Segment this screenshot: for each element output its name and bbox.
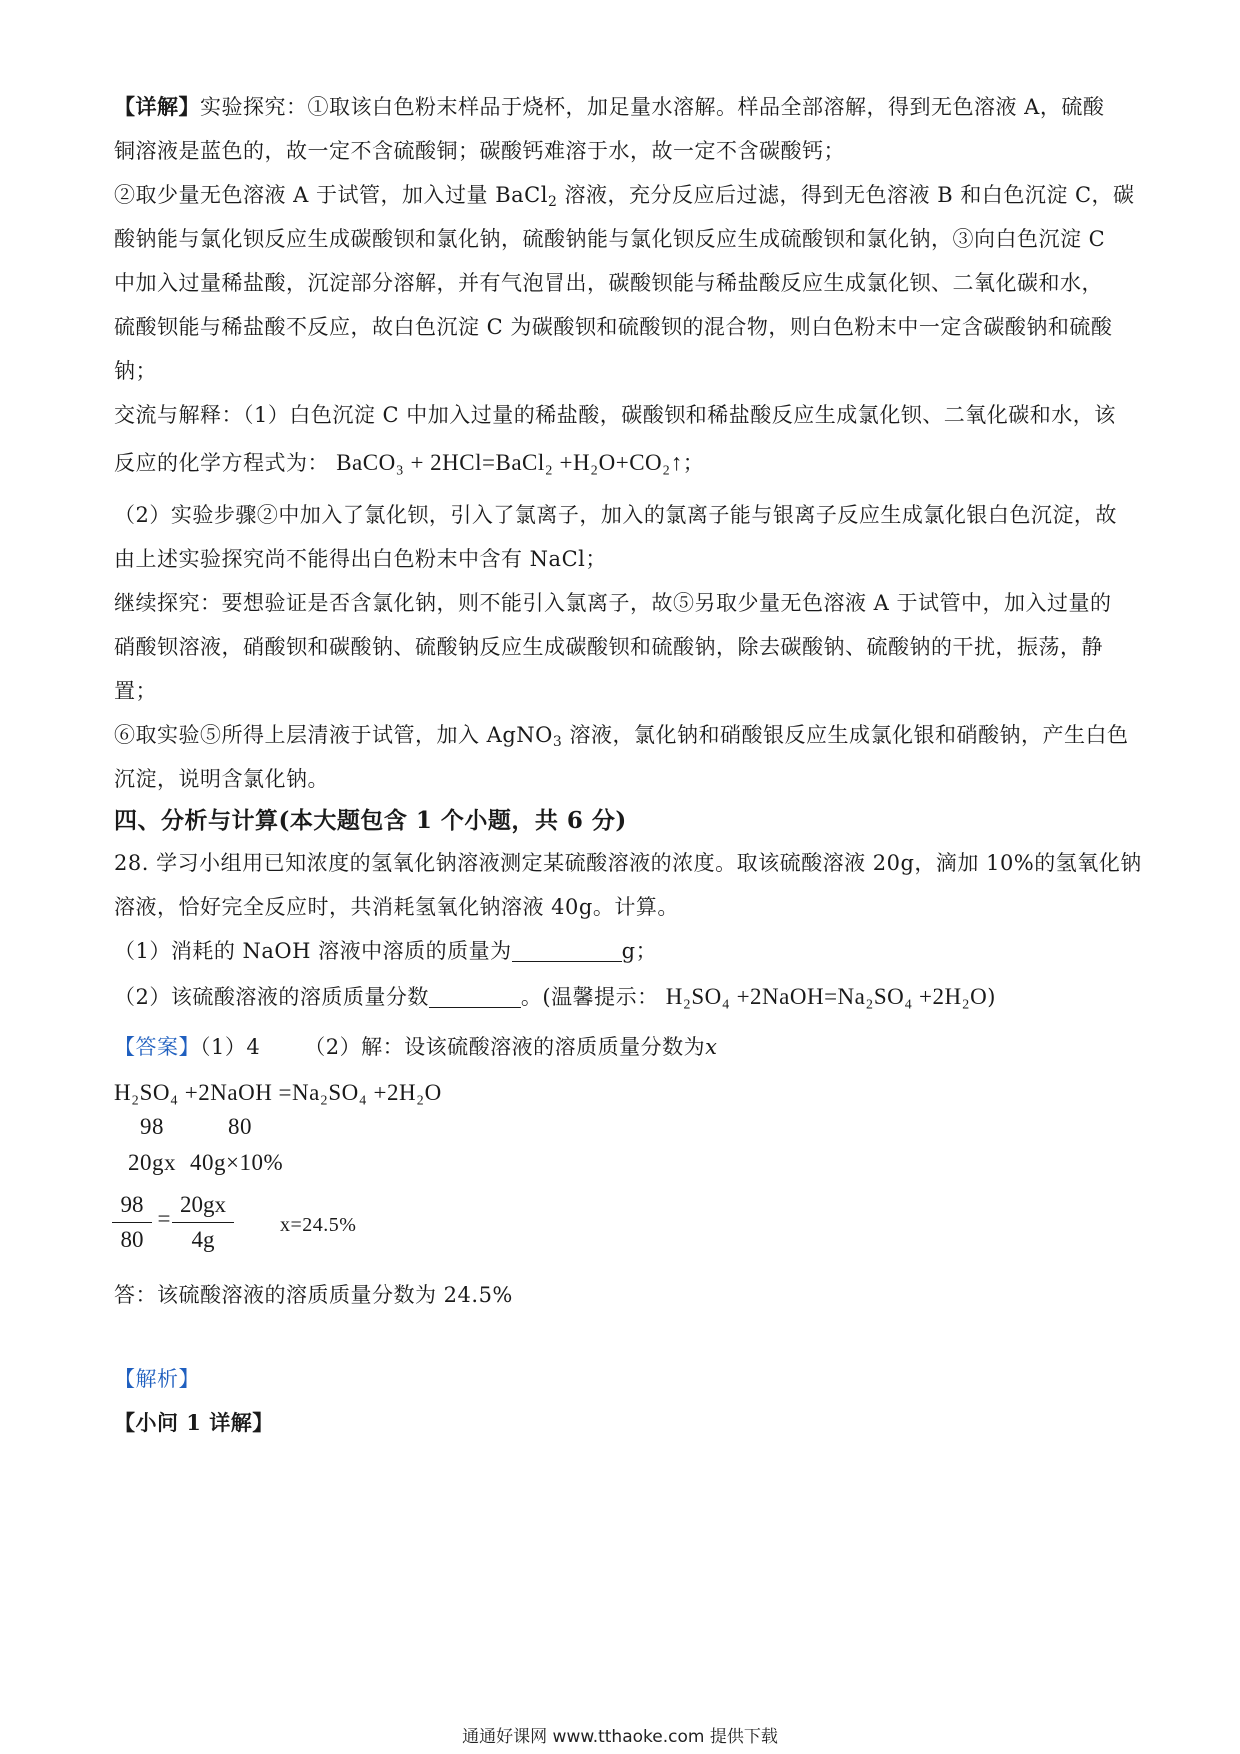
explanation-line-7: 钠； [114,359,157,383]
text-segment: 溶液，氯化钠和硝酸银反应生成氯化银和硝酸钠，产生白色 [562,723,1129,747]
question-sub-1 [114,936,657,966]
question-sub-2 [114,982,996,1012]
chemical-equation: BaCO₃ + 2HCl=BaCl₂ +H₂O+CO₂↑ [336,450,683,475]
fraction-bar [172,1222,234,1223]
page-footer: 通通好课网 www.tthaoke.com 提供下载 [462,1727,778,1747]
molar-mass-1: 98 [140,1114,164,1139]
answer-blank-2 [429,985,521,1008]
explanation-line-1 [114,92,1104,122]
fraction-denominator: 80 [120,1227,144,1252]
analysis-label: 【解析】 [114,1367,200,1391]
fraction-numerator: 20gx [180,1192,226,1217]
text-segment: 溶液，充分反应后过滤，得到无色溶液 B 和白色沉淀 C，碳 [557,183,1135,207]
explanation-line-5: 中加入过量稀盐酸，沉淀部分溶解，并有气泡冒出，碳酸钡能与稀盐酸反应生成氯化钡、二氧化碳和水， [114,271,1103,295]
fraction-1 [112,1190,152,1255]
answer-label: 【答案】 [114,1035,200,1059]
explanation-line-11: 由上述实验探究尚不能得出白色粉末中含有 NaCl； [114,547,607,571]
text-segment: 反应的化学方程式为： [114,451,329,475]
molar-mass-2: 80 [228,1114,252,1139]
explanation-line-12: 继续探究：要想验证是否含氯化钠，则不能引入氯离子，故⑤另取少量无色溶液 A 于试管中，加入过量的 [114,591,1112,615]
text-segment: ⑥取实验⑤所得上层清液于试管，加入 AgNO [114,723,553,747]
answer-line [114,1032,717,1062]
chemical-equation: H₂SO₄ +2NaOH=Na₂SO₄ +2H₂O [665,984,988,1009]
given-mass-2: 40g×10% [190,1150,284,1175]
explanation-label: 【详解】 [114,94,200,119]
explanation-line-15 [114,720,1128,750]
section-heading: 四、分析与计算(本大题包含 1 个小题，共 6 分) [114,807,627,834]
question-line-2: 溶液，恰好完全反应时，共消耗氢氧化钠溶液 40g。计算。 [114,895,679,919]
equals-sign: = [157,1206,171,1231]
answer-part-2: （2）解：设该硫酸溶液的溶质质量分数为 [304,1035,706,1059]
fraction-bar [112,1222,152,1223]
text-segment: ) [987,985,996,1009]
explanation-line-2: 铜溶液是蓝色的，故一定不含硫酸铜；碳酸钙难溶于水，故一定不含碳酸钙； [114,139,845,163]
answer-equation: H₂SO₄ +2NaOH =Na₂SO₄ +2H₂O [114,1080,442,1105]
subscript: 2 [547,194,558,210]
text-segment: （2）该硫酸溶液的溶质质量分数 [114,985,429,1009]
explanation-line-3 [114,180,1135,210]
explanation-text: 实验探究：①取该白色粉末样品于烧杯，加足量水溶解。样品全部溶解，得到无色溶液 A，硫酸 [200,95,1105,119]
fraction-denominator: 4g [191,1227,215,1252]
explanation-line-16: 沉淀，说明含氯化钠。 [114,767,329,791]
text-segment: 。(温馨提示： [520,985,659,1009]
explanation-line-10: （2）实验步骤②中加入了氯化钡，引入了氯离子，加入的氯离子能与银离子反应生成氯化银白色沉淀，故 [114,503,1117,527]
text-segment: ； [682,451,705,475]
explanation-line-9 [114,448,704,478]
text-segment: ②取少量无色溶液 A 于试管，加入过量 BaCl [114,183,548,207]
sub-question-label: 【小问 1 详解】 [114,1410,274,1435]
variable: x [705,1035,718,1059]
subscript: 3 [552,734,563,750]
fraction-2 [172,1190,234,1255]
fraction-numerator: 98 [120,1192,144,1217]
explanation-line-13: 硝酸钡溶液，硝酸钡和碳酸钠、硫酸钠反应生成碳酸钡和硫酸钠，除去碳酸钠、硫酸钠的干扰，振荡，静 [114,635,1103,659]
text-segment: g； [621,939,658,963]
explanation-line-14: 置； [114,679,157,703]
text-segment: （1）消耗的 NaOH 溶液中溶质的质量为 [114,939,512,963]
answer-part-1: （1）4 [200,1035,261,1059]
question-line-1: 28. 学习小组用已知浓度的氢氧化钠溶液测定某硫酸溶液的浓度。取该硫酸溶液 20g，滴加 10%的氢氧化钠 [114,851,1142,875]
explanation-line-4: 酸钠能与氯化钡反应生成碳酸钡和氯化钠，硫酸钠能与氯化钡反应生成硫酸钡和氯化钠，③向白色沉淀 C [114,227,1106,251]
explanation-line-6: 硫酸钡能与稀盐酸不反应，故白色沉淀 C 为碳酸钡和硫酸钡的混合物，则白色粉末中一定含碳酸钠和硫酸 [114,315,1113,339]
result: x=24.5% [280,1214,357,1236]
conclusion: 答：该硫酸溶液的溶质质量分数为 24.5% [114,1283,513,1307]
answer-blank-1 [512,939,622,962]
given-mass-1: 20gx [128,1150,176,1175]
explanation-line-8: 交流与解释：（1）白色沉淀 C 中加入过量的稀盐酸，碳酸钡和稀盐酸反应生成氯化钡、二氧化碳和水，该 [114,403,1116,427]
